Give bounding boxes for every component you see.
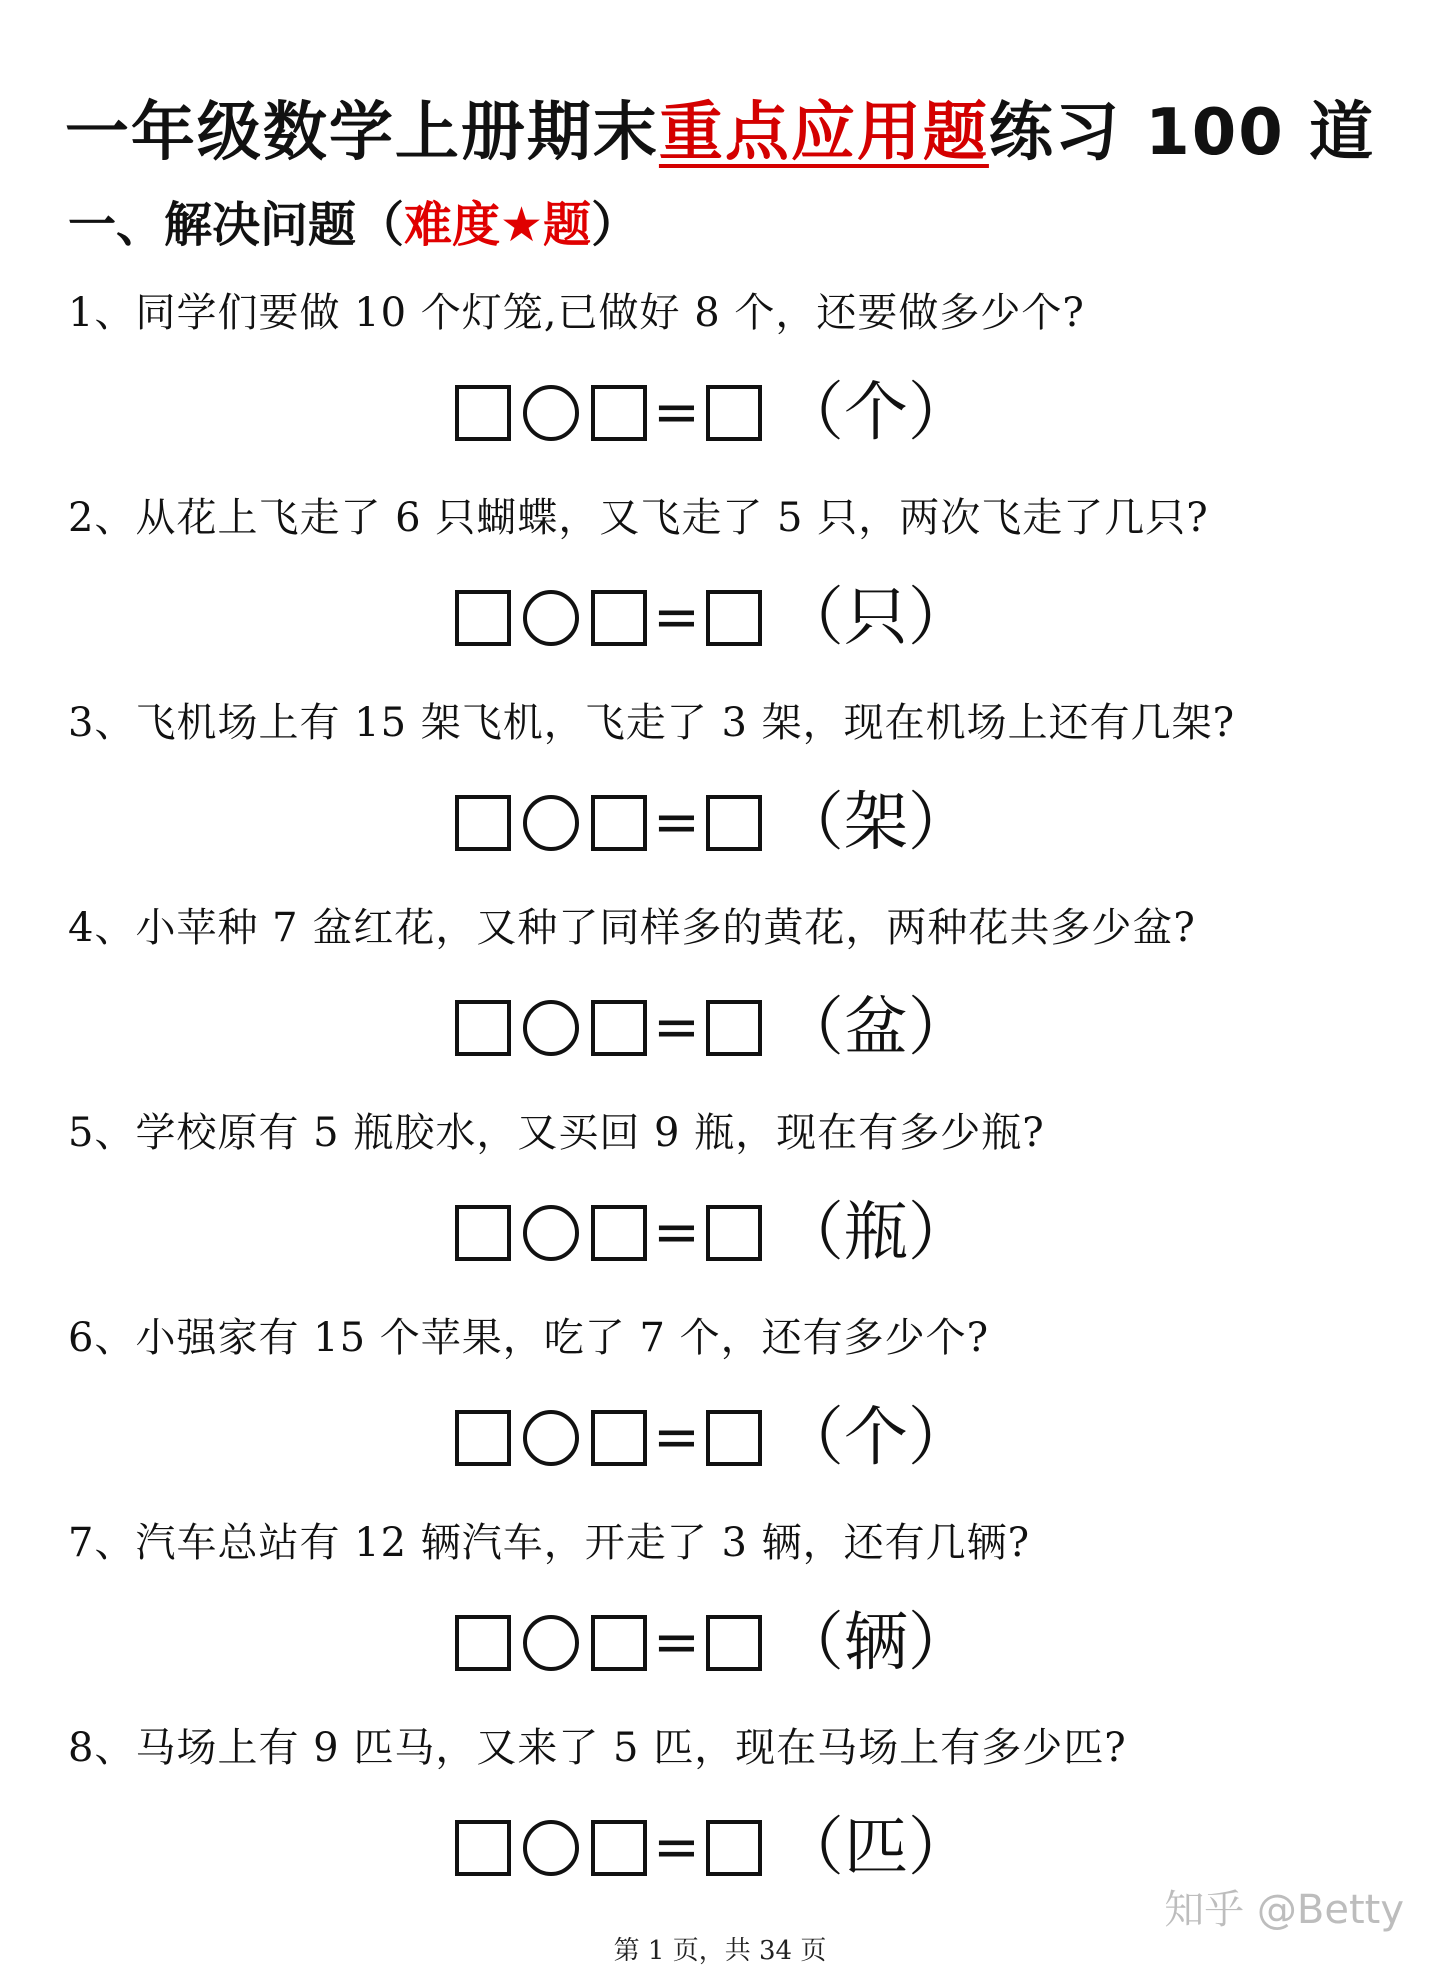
- answer-box[interactable]: [591, 1820, 647, 1876]
- answer-box[interactable]: [455, 1820, 511, 1876]
- title-prefix: 一年级数学上册期末: [64, 96, 659, 170]
- answer-equation: [455, 1813, 972, 1883]
- question-text: 1、同学们要做 10 个灯笼,已做好 8 个，还要做多少个?: [68, 290, 1085, 336]
- unit-label: （匹）: [779, 1811, 972, 1885]
- answer-equation: [455, 788, 972, 858]
- watermark: 知乎 @Betty: [1164, 1887, 1404, 1933]
- unit-label: （个）: [779, 376, 972, 450]
- equals-sign: =: [653, 1405, 700, 1470]
- answer-box[interactable]: [706, 1410, 762, 1466]
- answer-box[interactable]: [706, 1205, 762, 1261]
- question-text: 2、从花上飞走了 6 只蝴蝶，又飞走了 5 只，两次飞走了几只?: [68, 495, 1209, 541]
- answer-box[interactable]: [591, 1000, 647, 1056]
- answer-box[interactable]: [455, 1615, 511, 1671]
- equals-sign: =: [653, 585, 700, 650]
- unit-label: （只）: [779, 581, 972, 655]
- section-difficulty: 难度★题: [404, 197, 592, 253]
- equals-sign: =: [653, 1610, 700, 1675]
- section-suffix: ）: [591, 197, 640, 253]
- answer-box[interactable]: [706, 1615, 762, 1671]
- answer-box[interactable]: [591, 795, 647, 851]
- operator-circle[interactable]: [523, 1820, 579, 1876]
- answer-equation: [455, 1403, 972, 1473]
- section-prefix: 一、解决问题（: [68, 197, 405, 253]
- answer-box[interactable]: [591, 1410, 647, 1466]
- section-heading: [68, 190, 639, 260]
- question-text: 5、学校原有 5 瓶胶水，又买回 9 瓶，现在有多少瓶?: [68, 1110, 1045, 1156]
- page-footer: 第 1 页，共 34 页: [613, 1936, 827, 1966]
- answer-box[interactable]: [706, 385, 762, 441]
- answer-box[interactable]: [706, 1820, 762, 1876]
- answer-box[interactable]: [455, 795, 511, 851]
- equals-sign: =: [653, 790, 700, 855]
- title-suffix: 练习 100 道: [988, 96, 1376, 170]
- operator-circle[interactable]: [523, 385, 579, 441]
- answer-box[interactable]: [591, 1205, 647, 1261]
- question-text: 8、马场上有 9 匹马，又来了 5 匹，现在马场上有多少匹?: [68, 1725, 1127, 1771]
- answer-box[interactable]: [455, 1205, 511, 1261]
- operator-circle[interactable]: [523, 1205, 579, 1261]
- answer-box[interactable]: [591, 385, 647, 441]
- unit-label: （个）: [779, 1401, 972, 1475]
- operator-circle[interactable]: [523, 1615, 579, 1671]
- answer-equation: [455, 378, 972, 448]
- answer-box[interactable]: [455, 590, 511, 646]
- operator-circle[interactable]: [523, 1410, 579, 1466]
- operator-circle[interactable]: [523, 795, 579, 851]
- question-text: 6、小强家有 15 个苹果，吃了 7 个，还有多少个?: [68, 1315, 990, 1361]
- title-highlight: 重点应用题: [658, 96, 989, 170]
- answer-box[interactable]: [706, 590, 762, 646]
- operator-circle[interactable]: [523, 590, 579, 646]
- question-text: 7、汽车总站有 12 辆汽车，开走了 3 辆，还有几辆?: [68, 1520, 1031, 1566]
- equals-sign: =: [653, 380, 700, 445]
- answer-equation: [455, 1198, 972, 1268]
- answer-box[interactable]: [455, 385, 511, 441]
- equals-sign: =: [653, 995, 700, 1060]
- question-text: 4、小苹种 7 盆红花，又种了同样多的黄花，两种花共多少盆?: [68, 905, 1196, 951]
- answer-box[interactable]: [706, 1000, 762, 1056]
- unit-label: （辆）: [779, 1606, 972, 1680]
- answer-box[interactable]: [706, 795, 762, 851]
- unit-label: （架）: [779, 786, 972, 860]
- answer-box[interactable]: [455, 1410, 511, 1466]
- answer-box[interactable]: [591, 1615, 647, 1671]
- answer-box[interactable]: [455, 1000, 511, 1056]
- equals-sign: =: [653, 1815, 700, 1880]
- answer-equation: [455, 583, 972, 653]
- answer-equation: [455, 993, 972, 1063]
- answer-box[interactable]: [591, 590, 647, 646]
- equals-sign: =: [653, 1200, 700, 1265]
- page-title: [0, 88, 1440, 178]
- question-text: 3、飞机场上有 15 架飞机，飞走了 3 架，现在机场上还有几架?: [68, 700, 1236, 746]
- answer-equation: [455, 1608, 972, 1678]
- operator-circle[interactable]: [523, 1000, 579, 1056]
- unit-label: （盆）: [779, 991, 972, 1065]
- unit-label: （瓶）: [779, 1196, 972, 1270]
